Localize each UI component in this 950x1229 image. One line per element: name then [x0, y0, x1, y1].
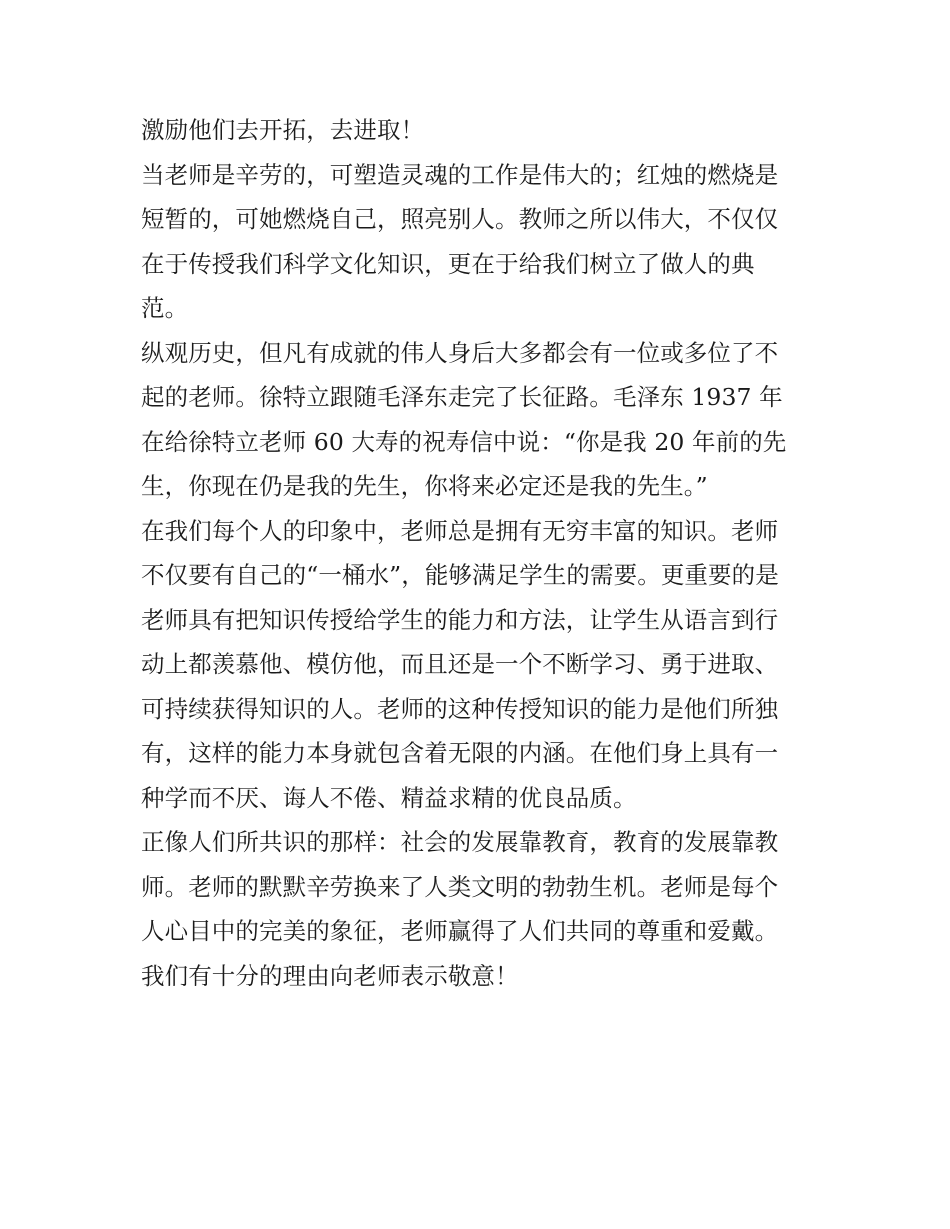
- text-line: 在于传授我们科学文化知识，更在于给我们树立了做人的典: [141, 249, 755, 278]
- text-line: 当老师是辛劳的，可塑造灵魂的工作是伟大的；红烛的燃烧是: [141, 160, 779, 189]
- text-line: 不仅要有自己的“一桶水”，能够满足学生的需要。更重要的是: [141, 561, 779, 589]
- text-line: 师。老师的默默辛劳换来了人类文明的勃勃生机。老师是每个: [141, 872, 779, 901]
- text-line: 可持续获得知识的人。老师的这种传授知识的能力是他们所独: [141, 694, 779, 723]
- text-line: 种学而不厌、诲人不倦、精益求精的优良品质。: [141, 783, 637, 812]
- text-line: 生，你现在仍是我的先生，你将来必定还是我的先生。”: [141, 472, 708, 500]
- text-line: 短暂的，可她燃烧自己，照亮别人。教师之所以伟大，不仅仅: [141, 205, 779, 233]
- text-line: 正像人们所共识的那样：社会的发展靠教育，教育的发展靠教: [141, 828, 779, 856]
- text-line: 范。: [141, 294, 189, 322]
- text-line: 激励他们去开拓，去进取！: [141, 116, 425, 144]
- text-line: 我们有十分的理由向老师表示敬意！: [141, 961, 519, 990]
- document-body: [141, 108, 816, 998]
- text-line: 纵观历史，但凡有成就的伟人身后大多都会有一位或多位了不: [141, 338, 779, 367]
- text-line: 有，这样的能力本身就包含着无限的内涵。在他们身上具有一: [141, 739, 779, 767]
- text-line: 老师具有把知识传授给学生的能力和方法，让学生从语言到行: [141, 605, 779, 634]
- text-line: 起的老师。徐特立跟随毛泽东走完了长征路。毛泽东 1937 年: [141, 383, 783, 411]
- text-line: 人心目中的完美的象征，老师赢得了人们共同的尊重和爱戴。: [141, 917, 779, 945]
- text-line: 在我们每个人的印象中，老师总是拥有无穷丰富的知识。老师: [141, 516, 779, 545]
- text-line: 在给徐特立老师 60 大寿的祝寿信中说：“你是我 20 年前的先: [141, 427, 787, 456]
- text-line: 动上都羡慕他、模仿他，而且还是一个不断学习、勇于进取、: [141, 650, 779, 678]
